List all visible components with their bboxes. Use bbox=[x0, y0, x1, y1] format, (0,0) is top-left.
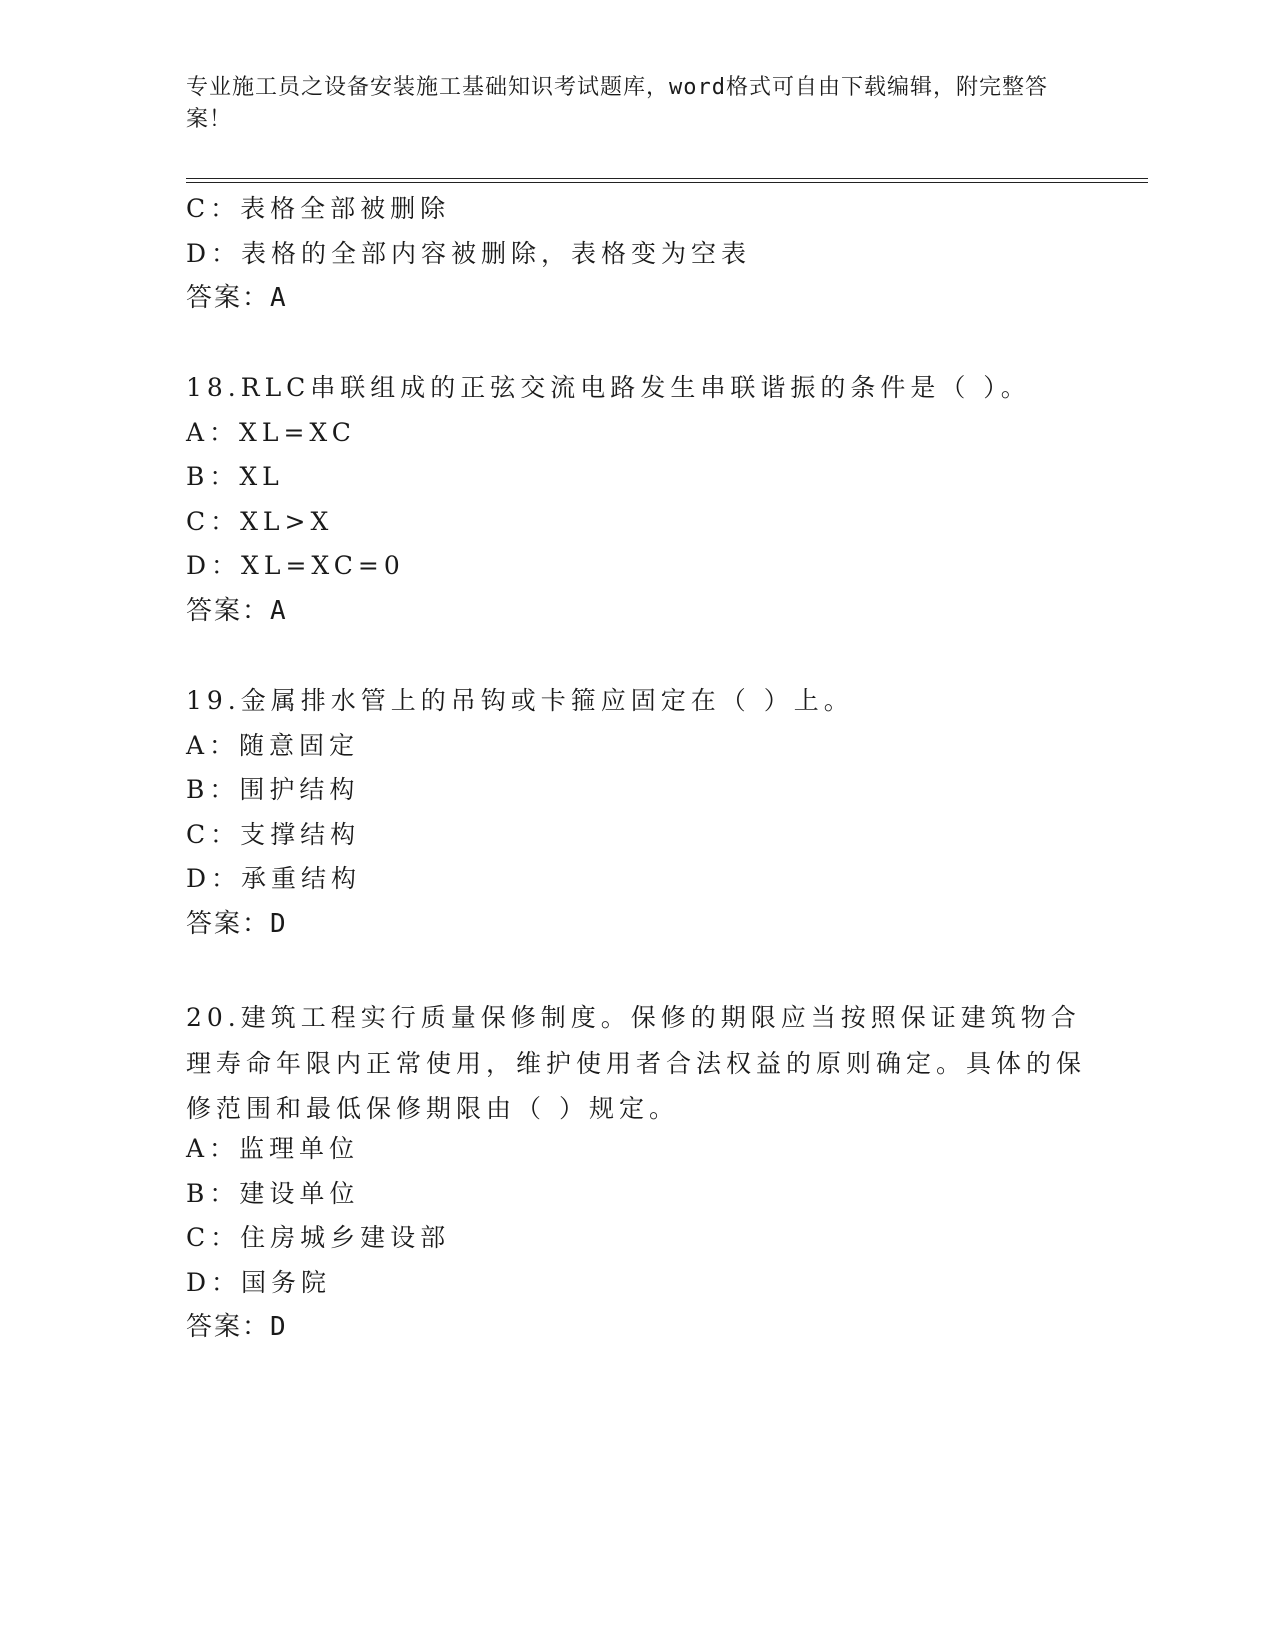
answer-label: 答案： bbox=[186, 596, 271, 626]
header-note: 专业施工员之设备安装施工基础知识考试题库，word格式可自由下载编辑，附完整答案！ bbox=[186, 75, 1048, 132]
q20-option-b: B：建设单位 bbox=[186, 1179, 360, 1208]
q19-answer bbox=[186, 908, 286, 940]
q20-stem: 20.建筑工程实行质量保修制度。保修的期限应当按照保证建筑物合理寿命年限内正常使用，维护使用者合法权益的原则确定。具体的保修范围和最低保修期限由（ ）规定。 bbox=[186, 1003, 1087, 1123]
q20-option-c: C：住房城乡建设部 bbox=[186, 1223, 451, 1252]
q18-stem: 18.RLC串联组成的正弦交流电路发生串联谐振的条件是（ ）。 bbox=[186, 373, 1031, 402]
q17-option-d: D：表格的全部内容被删除，表格变为空表 bbox=[186, 239, 752, 268]
q19-stem: 19.金属排水管上的吊钩或卡箍应固定在（ ）上。 bbox=[186, 686, 854, 715]
q20-option-a: A：监理单位 bbox=[186, 1134, 360, 1163]
q19-option-a: A：随意固定 bbox=[186, 731, 360, 760]
q18-option-d: D：XL=XC=0 bbox=[186, 551, 405, 580]
q19-option-c: C：支撑结构 bbox=[186, 820, 361, 849]
q18-option-c: C：XL>X bbox=[186, 507, 334, 536]
q19-option-b: B：围护结构 bbox=[186, 775, 360, 804]
q20-option-d: D：国务院 bbox=[186, 1268, 332, 1297]
header-rule-bottom bbox=[186, 182, 1148, 183]
answer-label: 答案： bbox=[186, 909, 271, 939]
answer-value: A bbox=[270, 596, 286, 626]
answer-value: D bbox=[270, 1312, 286, 1342]
q19-option-d: D：承重结构 bbox=[186, 864, 362, 893]
q17-option-c: C：表格全部被删除 bbox=[186, 194, 451, 223]
answer-value: D bbox=[270, 909, 286, 939]
q20-answer bbox=[186, 1311, 286, 1343]
answer-label: 答案： bbox=[186, 283, 271, 313]
q18-option-a: A：XL=XC bbox=[186, 418, 356, 447]
q18-option-b: B：XL bbox=[186, 462, 284, 491]
header-rule-top bbox=[186, 178, 1148, 179]
q18-answer bbox=[186, 595, 286, 627]
answer-label: 答案： bbox=[186, 1312, 271, 1342]
q17-answer bbox=[186, 282, 286, 314]
answer-value: A bbox=[270, 283, 286, 313]
